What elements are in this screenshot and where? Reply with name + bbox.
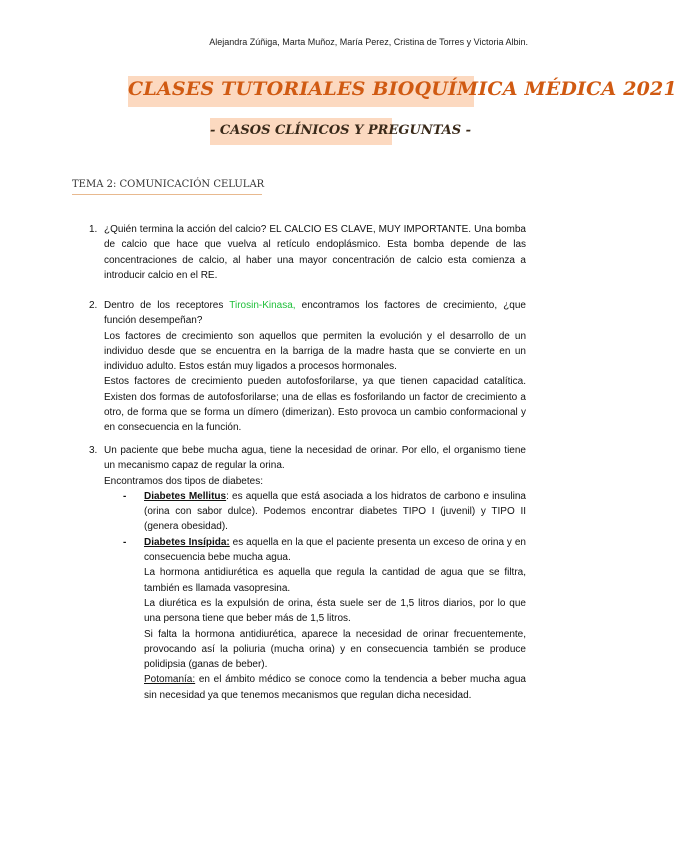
bullet-dash: - <box>123 536 127 548</box>
diabetes-insipida-text <box>144 535 526 566</box>
potomania-description: en el ámbito médico se conoce como la tendencia a beber mucha agua sin necesidad ya que tenemos mecanismos que regulan dicha necesidad. <box>144 674 526 701</box>
tirosin-kinasa-highlight: Tirosin-Kinasa, <box>229 300 296 311</box>
potomania-term: Potomanía: <box>144 674 196 686</box>
document-subtitle: - CASOS CLÍNICOS Y PREGUNTAS - <box>210 123 472 138</box>
question-2-intro <box>104 298 526 329</box>
bullet-dash: - <box>123 490 127 502</box>
question-3-number: 3. <box>89 445 98 456</box>
diabetes-insipida-term: Diabetes Insípida: <box>144 536 230 548</box>
question-3-paragraph-1: Un paciente que bebe mucha agua, tiene la necesidad de orinar. Por ello, el organismo tiene un mecanismo capaz de regular la orina. <box>104 445 526 472</box>
question-3 <box>89 443 526 703</box>
section-heading-text: TEMA 2: COMUNICACIÓN CELULAR <box>72 179 265 190</box>
authors-line: Alejandra Zúñiga, Marta Muñoz, María Perez, Cristina de Torres y Victoria Albin. <box>209 37 528 47</box>
missing-hormone-text: Si falta la hormona antidiurética, aparece la necesidad de orinar frecuentemente, provocando así la poliuria (mucha orina) y en consecuencia también se produce polidipsia (ganas de beber). <box>144 628 526 671</box>
diuresis-text: La diurética es la expulsión de orina, ésta suele ser de 1,5 litros diarios, por lo que una persona tiene que beber más de 1,5 litros. <box>144 597 526 625</box>
question-2-paragraph-2: Estos factores de crecimiento pueden autofosforilarse, ya que tienen capacidad catalítica. Existen dos formas de autofosforilarse; una de ellas es fosforilando un factor de crecimiento a otro, de forma que se forma un dímero (dimerizan). Esto provoca un cambio conformacional y en consecuencia en la función. <box>104 376 526 434</box>
question-2-intro-after: encontramos los factores de crecimiento, ¿que función desempeñan? <box>104 300 526 327</box>
section-heading <box>72 175 265 195</box>
potomania-text <box>144 672 526 703</box>
question-1-text: ¿Quién termina la acción del calcio? EL CALCIO ES CLAVE, MUY IMPORTANTE. Una bomba de calcio que hace que vuelva al retículo endoplásmico. Esta bomba depende de las concentraciones de calcio, al haber una mayor concentración de calcio esta comienza a introducir calcio en el RE. <box>104 224 526 281</box>
question-2-number: 2. <box>89 300 98 311</box>
document-title: CLASES TUTORIALES BIOQUÍMICA MÉDICA 2021 <box>128 78 677 100</box>
question-2 <box>89 298 526 436</box>
diabetes-mellitus-term: Diabetes Mellitus <box>144 490 227 502</box>
question-2-paragraph-1: Los factores de crecimiento son aquellos que permiten la evolución y el desarrollo de un individuo desde que se encuentra en la barriga de la madre hasta que se convierte en un individuo adulto. Estos están muy ligados a procesos hormonales. <box>104 330 526 373</box>
diabetes-insipida-description: es aquella en la que el paciente presenta un exceso de orina y en consecuencia bebe mucha agua. <box>144 536 526 564</box>
antidiuretic-hormone-text: La hormona antidiurética es aquella que regula la cantidad de agua que se filtra, también es llamada vasopresina. <box>144 567 526 594</box>
question-3-paragraph-2: Encontramos dos tipos de diabetes: <box>104 475 263 487</box>
question-1-number: 1. <box>89 224 98 235</box>
list-item-diabetes-insipida <box>104 535 526 703</box>
question-1 <box>89 222 526 283</box>
question-2-intro-before: Dentro de los receptores <box>104 300 230 311</box>
list-item-diabetes-mellitus <box>104 489 526 535</box>
diabetes-mellitus-text <box>144 489 526 535</box>
diabetes-mellitus-description: : es aquella que está asociada a los hidratos de carbono e insulina (orina con sabor dulce). Podemos encontrar diabetes TIPO I (juvenil) y TIPO II (genera obesidad). <box>144 490 526 533</box>
